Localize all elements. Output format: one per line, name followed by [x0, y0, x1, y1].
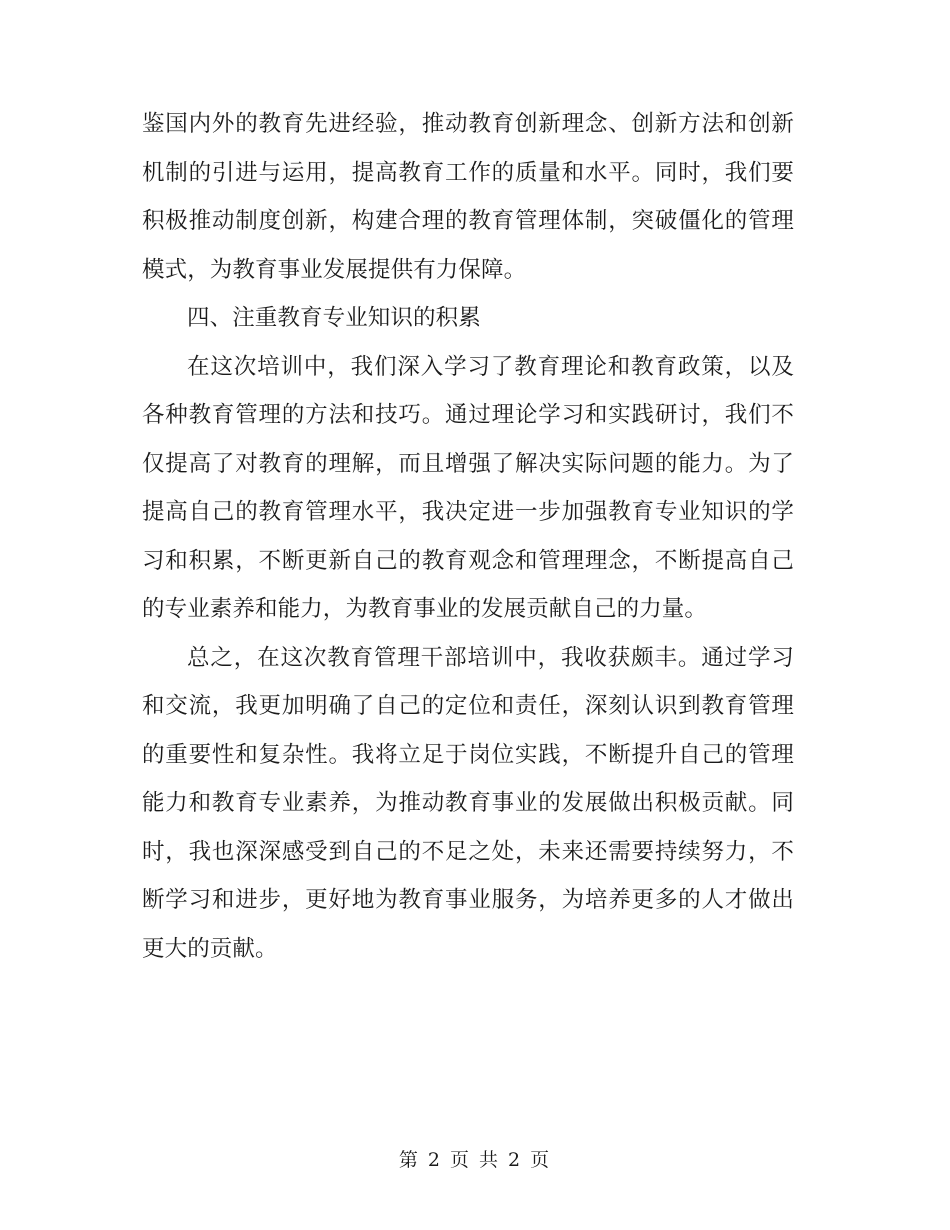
document-body: [142, 100, 794, 973]
paragraph-knowledge: 在这次培训中，我们深入学习了教育理论和教育政策，以及各种教育管理的方法和技巧。通过理论学习和实践研讨，我们不仅提高了对教育的理解，而且增强了解决实际问题的能力。为了提高自己的教育管理水平，我决定进一步加强教育专业知识的学习和积累，不断更新自己的教育观念和管理理念，不断提高自己的专业素养和能力，为教育事业的发展贡献自己的力量。: [142, 353, 794, 622]
page-number-footer: 第 2 页 共 2 页: [398, 1149, 552, 1171]
paragraph-continued: 鉴国内外的教育先进经验，推动教育创新理念、创新方法和创新机制的引进与运用，提高教育工作的质量和水平。同时，我们要积极推动制度创新，构建合理的教育管理体制，突破僵化的管理模式，为教育事业发展提供有力保障。: [142, 111, 794, 283]
paragraph-conclusion: 总之，在这次教育管理干部培训中，我收获颇丰。通过学习和交流，我更加明确了自己的定位和责任，深刻认识到教育管理的重要性和复杂性。我将立足于岗位实践，不断提升自己的管理能力和教育专业素养，为推动教育事业的发展做出积极贡献。同时，我也深深感受到自己的不足之处，未来还需要持续努力，不断学习和进步，更好地为教育事业服务，为培养更多的人才做出更大的贡献。: [142, 644, 794, 962]
section-heading: 四、注重教育专业知识的积累: [187, 305, 481, 331]
